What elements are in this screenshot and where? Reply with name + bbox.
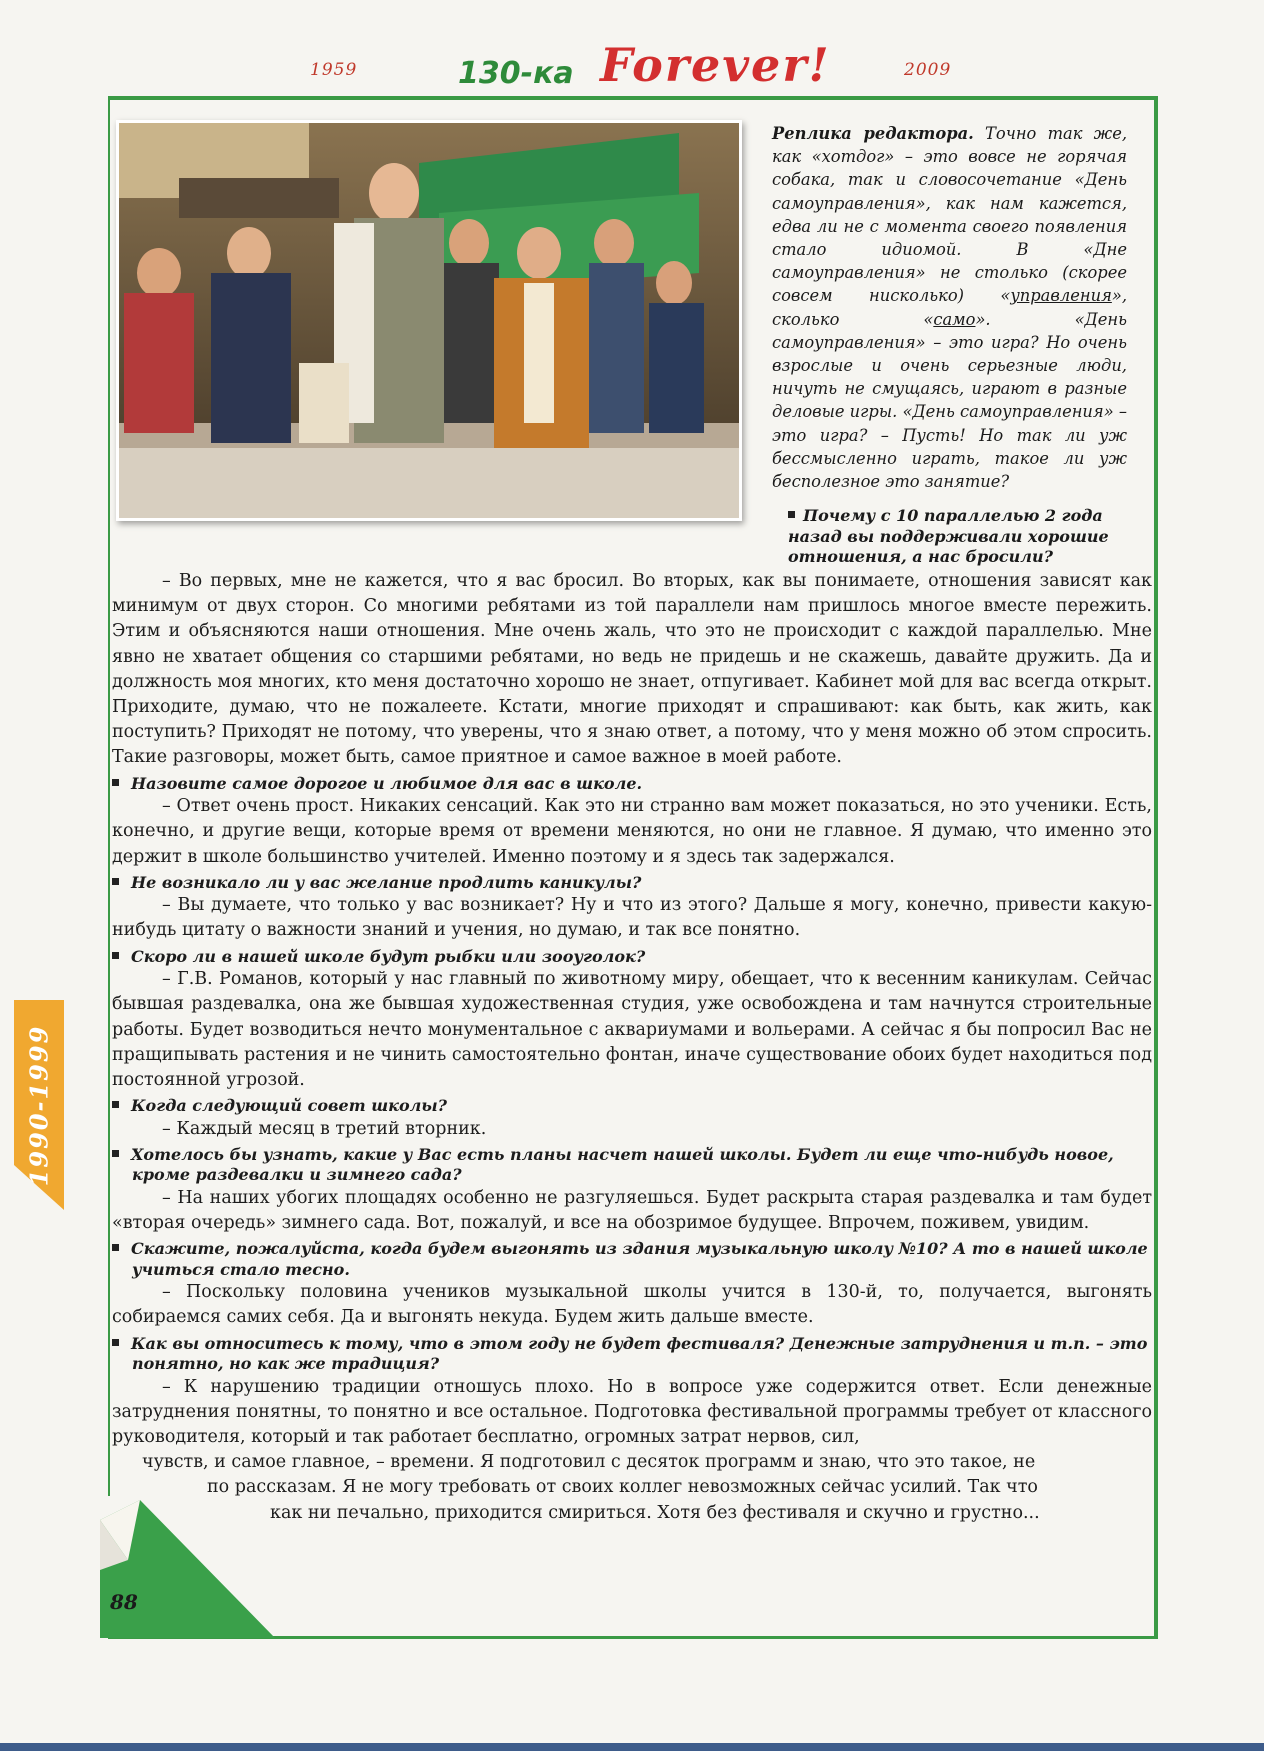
answer-paragraph: – Каждый месяц в третий вторник. [162, 1118, 487, 1139]
bullet-icon [112, 1339, 119, 1346]
scan-edge [0, 1743, 1264, 1751]
page-frame-right [1154, 96, 1158, 1638]
page-frame-left [108, 96, 110, 1496]
bullet-icon [112, 952, 119, 959]
question-paragraph [112, 1334, 1152, 1375]
answer-tail-line: как ни печально, приходится смириться. Хотя без фестиваля и скучно и грустно... [270, 1502, 1040, 1523]
answer-paragraph: – Ответ очень прост. Никаких сенсаций. Как это ни странно вам может показаться, но это ученики. Есть, конечно, и другие вещи, которые время от времени меняются, но они не главное. Я думаю, что именно это держит в школе большинство учителей. Именно поэтому и я здесь так задержался. [112, 796, 1152, 867]
question-paragraph [112, 1096, 1152, 1117]
interview-body [112, 569, 1152, 1526]
decade-label: 1990-1999 [24, 1024, 54, 1186]
page-header [108, 38, 1158, 100]
year-start: 1959 [310, 60, 358, 80]
page-number: 88 [110, 1590, 138, 1614]
bullet-icon [112, 1150, 119, 1157]
question-text: Почему с 10 параллелью 2 года назад вы поддерживали хорошие отношения, а нас бросили? [788, 506, 1109, 566]
answer-paragraph: – Г.В. Романов, который у нас главный по животному миру, обещает, что к весенним каникулам. Сейчас бывшая раздевалка, она же бывшая художественная студия, уже освобождена и там начнутся строительные работы. Будет возводиться нечто монументальное с аквариумами и вольерами. А сейчас я бы попросил Вас не пращипывать растения и не чинить самостоятельно фонтан, иначе существование обоих будет находиться под постоянной угрозой. [112, 969, 1152, 1090]
answer-paragraph: – Во первых, мне не кажется, что я вас бросил. Во вторых, как вы понимаете, отношения зависят как минимум от двух сторон. Со многими ребятами из той параллели нам пришлось многое вместе пережить. Этим и объясняются наши отношения. Мне очень жаль, что это не происходит с каждой параллелью. Мне явно не хватает общения со старшими ребятами, но ведь не придешь и не скажешь, давайте дружить. Да и должность моя многих, кто меня достаточно хорошо не знает, отпугивает. Кабинет мой для вас всегда открыт. Приходите, думаю, что не пожалеете. Кстати, многие приходят и спрашивают: как быть, как жить, как поступить? Приходят не потому, что уверены, что я знаю ответ, а потому, что у меня можно об этом спросить. Такие разговоры, может быть, самое приятное и самое важное в моей работе. [112, 571, 1152, 768]
remark-text-3: ». «День самоуправления» – это игра? Но очень взрослые и очень серьезные люди, ничуть не смущаясь, играют в разные деловые игры. «День самоуправления» – это игра? – Пусть! Но так ли уж бессмысленно играть, такое ли уж бесполезное это занятие? [772, 309, 1127, 492]
logo-text: 130-ка [458, 56, 574, 91]
bullet-icon [112, 779, 119, 786]
remark-text-2: », сколько « [772, 286, 1127, 329]
question-text: Как вы относитесь к тому, что в этом году не будет фестиваля? Денежные затруднения и т.п. – это понятно, но как же традиция? [131, 1333, 1148, 1374]
question-text: Когда следующий совет школы? [131, 1096, 448, 1116]
answer-paragraph: – К нарушению традиции отношусь плохо. Но в вопросе уже содержится ответ. Если денежные затруднения понятны, то понятно и все остальное. Подготовка фестивальной программы требует от классного руководителя, который и так работает бесплатно, огромных затрат нервов, сил, [112, 1376, 1152, 1448]
question-text: Хотелось бы узнать, какие у Вас есть планы насчет нашей школы. Будет ли еще что-нибудь новое, кроме раздевалки и зимнего сада? [131, 1144, 1114, 1185]
remark-underline-1: управления [1010, 286, 1112, 306]
answer-tail-line: по рассказам. Я не могу требовать от своих коллег невозможных сейчас усилий. Так что [207, 1477, 1038, 1498]
first-question [788, 506, 1128, 568]
editor-remark [772, 122, 1127, 493]
question-text: Назовите самое дорогое и любимое для вас в школе. [131, 773, 643, 793]
year-end: 2009 [904, 60, 952, 80]
answer-paragraph: – Поскольку половина учеников музыкальной школы учится в 130-й, то, получается, выгонять собираемся самих себя. Да и выгонять некуда. Будем жить дальше вместе. [112, 1282, 1152, 1328]
question-paragraph [112, 774, 1152, 795]
bullet-icon [112, 1101, 119, 1108]
question-text: Скажите, пожалуйста, когда будем выгонять из здания музыкальную школу №10? А то в нашей школе учиться стало тесно. [131, 1239, 1148, 1279]
remark-underline-2: само [933, 309, 976, 329]
question-paragraph [112, 1145, 1152, 1186]
bullet-icon [788, 511, 795, 518]
remark-lead: Реплика редактора. [772, 124, 974, 143]
page-curl-decoration [100, 1500, 280, 1640]
bullet-icon [112, 1244, 119, 1251]
logo-script: Forever! [600, 38, 831, 92]
bullet-icon [112, 878, 119, 885]
stage-photo [116, 120, 742, 521]
question-paragraph [112, 1239, 1152, 1280]
question-text: Скоро ли в нашей школе будут рыбки или зооуголок? [131, 946, 646, 966]
question-paragraph [112, 873, 1152, 894]
question-text: Не возникало ли у вас желание продлить каникулы? [131, 872, 642, 892]
answer-tail-line: чувств, и самое главное, – времени. Я подготовил с десяток программ и знаю, что это такое, не [142, 1452, 1036, 1473]
question-paragraph [112, 947, 1152, 968]
answer-paragraph: – На наших убогих площадях особенно не разгуляешься. Будет раскрыта старая раздевалка и там будет «вторая очередь» зимнего сада. Вот, пожалуй, и все на обозримое будущее. Впрочем, поживем, увидим. [112, 1187, 1152, 1234]
answer-paragraph: – Вы думаете, что только у вас возникает? Ну и что из этого? Дальше я могу, конечно, привести какую-нибудь цитату о важности знаний и учения, но думаю, и так все понятно. [112, 895, 1152, 941]
remark-text-1: Точно так же, как «хотдог» – это вовсе не горячая собака, так и словосочетание «День самоуправления», как нам кажется, едва ли не с момента своего появления стало идиомой. В «Дне самоуправления» не столько (скорее совсем нисколько) « [772, 124, 1128, 306]
